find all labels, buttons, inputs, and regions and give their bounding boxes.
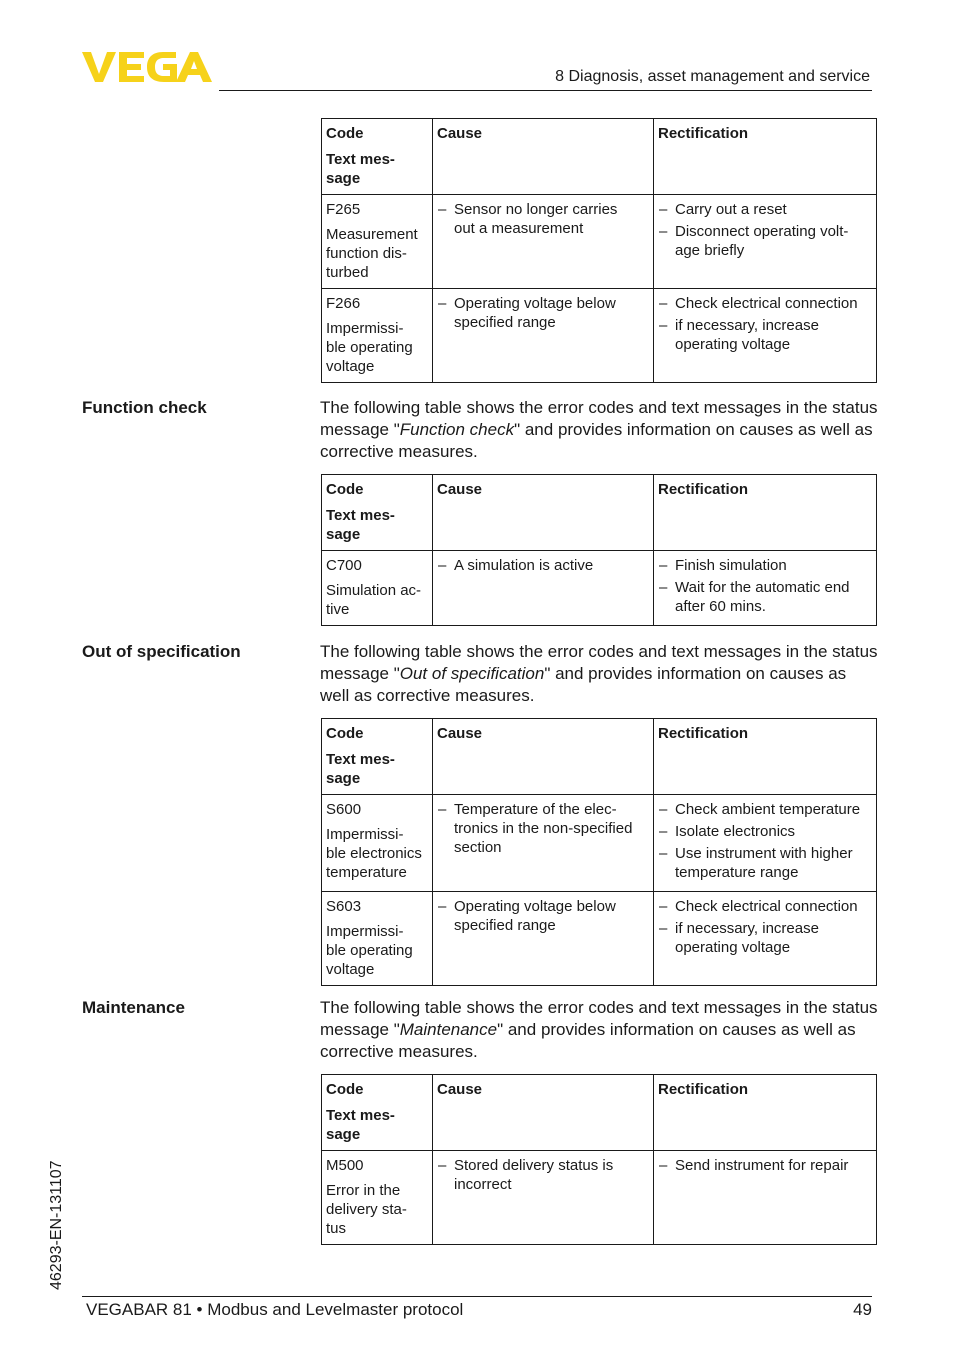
error-message: Impermissi- ble electronics temperature <box>326 826 422 881</box>
maintenance-intro: The following table shows the error codes and text messages in the status message "Maintenance" and provides information on causes as well as corrective measures. <box>320 998 878 1061</box>
rectification-item: – Use instrument with higher temperature range <box>658 844 872 882</box>
rectification-item: – Carry out a reset <box>658 200 872 219</box>
maintenance-heading: Maintenance <box>82 998 185 1017</box>
code-cell <box>322 195 433 289</box>
table-row <box>322 289 877 383</box>
vega-logo <box>82 50 212 84</box>
table-header-row <box>322 719 877 795</box>
rectification-cell <box>654 1151 877 1245</box>
rectification-header: Rectification <box>654 119 877 195</box>
footer-product: VEGABAR 81 • Modbus and Levelmaster protocol <box>86 1300 464 1319</box>
table-row <box>322 195 877 289</box>
table-row <box>322 795 877 892</box>
code-header: Code Text mes- sage <box>322 475 433 551</box>
section-title: 8 Diagnosis, asset management and service <box>555 68 870 85</box>
error-code: F266 <box>326 295 361 312</box>
rectification-item: – Isolate electronics <box>658 822 872 841</box>
error-message: Measurement function dis- turbed <box>326 226 418 281</box>
cause-cell <box>433 551 654 626</box>
rectification-item: – Check electrical connection <box>658 294 872 313</box>
cause-item: – Sensor no longer carries out a measurement <box>437 200 649 238</box>
cause-item: – Temperature of the elec- tronics in the non-specified section <box>437 800 649 857</box>
cause-item: – A simulation is active <box>437 556 649 575</box>
header-divider <box>219 90 872 91</box>
rectification-item: – Finish simulation <box>658 556 872 575</box>
rectification-item: – Send instrument for repair <box>658 1156 872 1175</box>
function-check-table <box>321 474 877 626</box>
rectification-header: Rectification <box>654 719 877 795</box>
error-code: F265 <box>326 201 361 218</box>
rectification-item: – Check ambient temperature <box>658 800 872 819</box>
maintenance-table <box>321 1074 877 1245</box>
cause-cell-list <box>437 294 649 332</box>
top-error-table <box>321 118 877 383</box>
error-message: Simulation ac- tive <box>326 582 422 618</box>
cause-item: – Stored delivery status is incorrect <box>437 1156 649 1194</box>
error-code: C700 <box>326 557 362 574</box>
cause-cell <box>433 795 654 892</box>
rectification-cell-list <box>658 556 872 616</box>
error-message: Impermissi- ble operating voltage <box>326 923 413 978</box>
code-header: Code Text mes- sage <box>322 1075 433 1151</box>
rectification-cell <box>654 795 877 892</box>
cause-header: Cause <box>433 1075 654 1151</box>
cause-cell-list <box>437 897 649 935</box>
rectification-cell <box>654 551 877 626</box>
code-header: Code Text mes- sage <box>322 719 433 795</box>
cause-cell-list <box>437 556 649 575</box>
rectification-cell-list <box>658 294 872 354</box>
table-row <box>322 551 877 626</box>
cause-header: Cause <box>433 719 654 795</box>
rectification-cell <box>654 289 877 383</box>
rectification-cell-list <box>658 200 872 260</box>
rectification-header: Rectification <box>654 475 877 551</box>
rectification-cell-list <box>658 897 872 957</box>
cause-cell-list <box>437 1156 649 1194</box>
error-code: S603 <box>326 898 362 915</box>
table-row <box>322 892 877 986</box>
code-cell <box>322 289 433 383</box>
rectification-header: Rectification <box>654 1075 877 1151</box>
out-of-spec-table <box>321 718 877 986</box>
cause-cell <box>433 289 654 383</box>
rectification-cell <box>654 892 877 986</box>
error-code: S600 <box>326 801 362 818</box>
table-header-row <box>322 1075 877 1151</box>
footer-divider <box>82 1296 872 1297</box>
rectification-item: – if necessary, increase operating voltage <box>658 316 872 354</box>
document-id: 46293-EN-131107 <box>48 1160 65 1290</box>
table-row <box>322 1151 877 1245</box>
cause-cell-list <box>437 200 649 238</box>
page-number: 49 <box>853 1300 872 1319</box>
out-of-spec-heading: Out of specification <box>82 642 241 661</box>
rectification-cell-list <box>658 800 872 882</box>
code-cell <box>322 795 433 892</box>
cause-cell <box>433 195 654 289</box>
table-header-row <box>322 119 877 195</box>
cause-item: – Operating voltage below specified range <box>437 897 649 935</box>
function-check-heading: Function check <box>82 398 207 417</box>
cause-item: – Operating voltage below specified range <box>437 294 649 332</box>
rectification-item: – Wait for the automatic end after 60 mins. <box>658 578 872 616</box>
rectification-cell-list <box>658 1156 872 1175</box>
rectification-cell <box>654 195 877 289</box>
function-check-intro: The following table shows the error codes and text messages in the status message "Function check" and provides information on causes as well as corrective measures. <box>320 398 878 461</box>
error-code: M500 <box>326 1157 364 1174</box>
cause-header: Cause <box>433 475 654 551</box>
cause-cell <box>433 892 654 986</box>
code-cell <box>322 551 433 626</box>
rectification-item: – Check electrical connection <box>658 897 872 916</box>
cause-header: Cause <box>433 119 654 195</box>
code-cell <box>322 1151 433 1245</box>
rectification-item: – Disconnect operating volt- age briefly <box>658 222 872 260</box>
cause-cell <box>433 1151 654 1245</box>
error-message: Impermissi- ble operating voltage <box>326 320 413 375</box>
cause-cell-list <box>437 800 649 857</box>
rectification-item: – if necessary, increase operating voltage <box>658 919 872 957</box>
code-header: Code Text mes- sage <box>322 119 433 195</box>
out-of-spec-intro: The following table shows the error codes and text messages in the status message "Out of specification" and provides information on causes as well as corrective measures. <box>320 642 878 705</box>
table-header-row <box>322 475 877 551</box>
code-cell <box>322 892 433 986</box>
error-message: Error in the delivery sta- tus <box>326 1182 407 1237</box>
